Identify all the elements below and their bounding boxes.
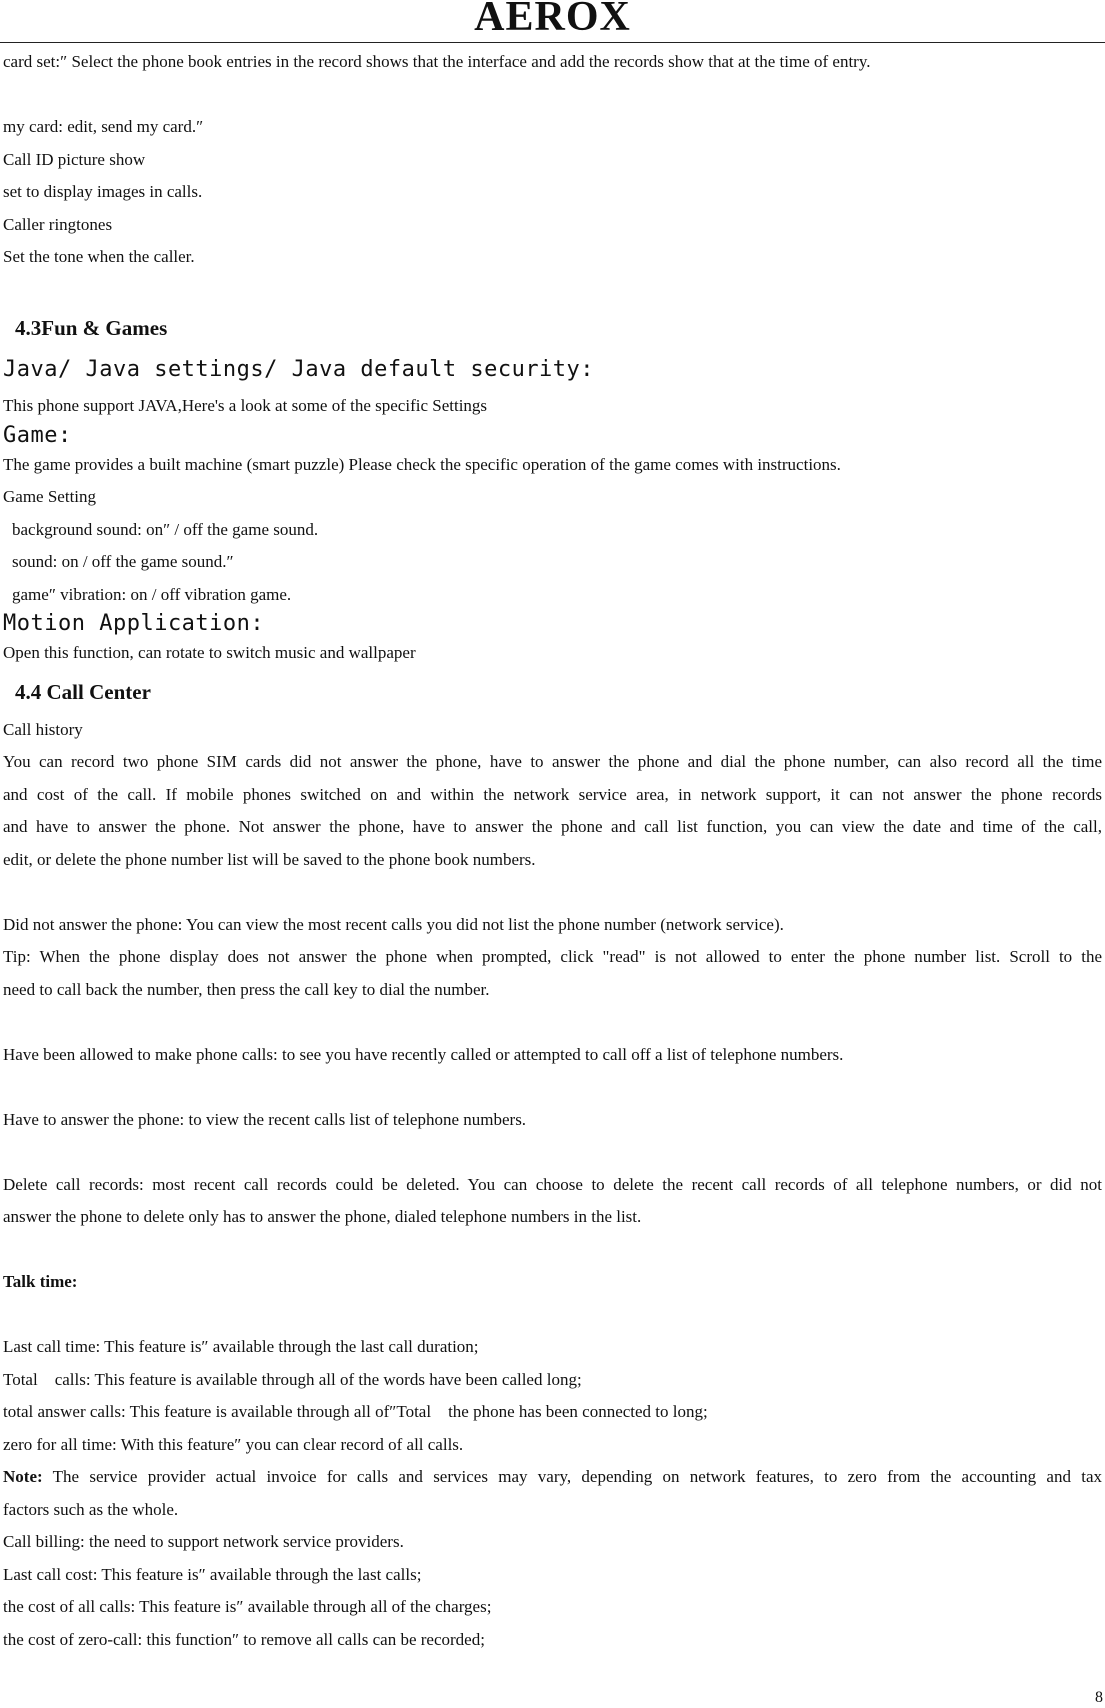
spacer — [3, 1299, 1102, 1332]
text-line: the cost of all calls: This feature is″ available through all of the charges; — [3, 1597, 492, 1616]
text-line: Have been allowed to make phone calls: to see you have recently called or attempted to call off a list of telephone numbers. — [3, 1044, 844, 1064]
note-label: Note: — [3, 1467, 43, 1486]
paragraph-line: You can record two phone SIM cards did not answer the phone, have to answer the phone and dial the phone number, can also record all the time — [3, 752, 1102, 771]
text-line: This phone support JAVA,Here's a look at some of the specific Settings — [3, 396, 488, 415]
section-heading-call-center: 4.4 Call Center — [15, 679, 151, 704]
note-line: factors such as the whole. — [3, 1499, 179, 1519]
spacer — [3, 1234, 1102, 1267]
text-line: Did not answer the phone: You can view the most recent calls you did not list the phone number (network service). — [3, 914, 784, 934]
subheading-motion-application: Motion Application: — [3, 611, 265, 636]
document-body — [3, 46, 1102, 1656]
spacer — [3, 79, 1102, 112]
text-line: The game provides a built machine (smart puzzle) Please check the specific operation of the game comes with instructions. — [3, 454, 841, 474]
text-line: Have to answer the phone: to view the recent calls list of telephone numbers. — [3, 1109, 527, 1129]
paragraph-line: Tip: When the phone display does not answer the phone when prompted, click "read" is not allowed to enter the phone number list. Scroll to the — [3, 947, 1102, 966]
text-line: zero for all time: With this feature″ you can clear record of all calls. — [3, 1434, 464, 1454]
text-line: Call billing: the need to support network service providers. — [3, 1532, 404, 1551]
spacer — [3, 1006, 1102, 1039]
section-heading-fun-games: 4.3Fun & Games — [15, 316, 168, 340]
text-line: my card: edit, send my card.″ — [3, 117, 204, 136]
paragraph-line: answer the phone to delete only has to answer the phone, dialed telephone numbers in the list. — [3, 1207, 642, 1226]
text-line: Open this function, can rotate to switch music and wallpaper — [3, 643, 416, 662]
text-line: Call history — [3, 719, 83, 739]
paragraph-line: Delete call records: most recent call records could be deleted. You can choose to delete the recent call records of all telephone numbers, or did not — [3, 1174, 1102, 1194]
text-line: Last call cost: This feature is″ available through the last calls; — [3, 1564, 422, 1584]
header-divider — [0, 42, 1105, 43]
talk-time-heading: Talk time: — [3, 1272, 78, 1291]
paragraph-line: and have to answer the phone. Not answer the phone, have to answer the phone and call list function, you can view the date and time of the call, — [3, 817, 1102, 836]
subheading-game: Game: — [3, 422, 72, 448]
subheading-java: Java/ Java settings/ Java default security: — [3, 357, 595, 382]
text-line: Caller ringtones — [3, 214, 113, 234]
text-line: sound: on / off the game sound.″ — [12, 552, 234, 571]
page-number: 8 — [1095, 1689, 1103, 1706]
spacer — [3, 876, 1102, 909]
note-text: The service provider actual invoice for calls and services may vary, depending on network features, to zero from the accounting and tax — [42, 1467, 1102, 1486]
spacer — [3, 274, 1102, 307]
text-line: game″ vibration: on / off vibration game. — [12, 584, 292, 604]
text-line: card set:″ Select the phone book entries in the record shows that the interface and add the records show that at the time of entry. — [3, 52, 871, 71]
spacer — [3, 1136, 1102, 1169]
text-line: Total calls: This feature is available through all of the words have been called long; — [3, 1369, 582, 1389]
text-line: total answer calls: This feature is available through all of″Total the phone has been connected to long; — [3, 1402, 708, 1421]
document-header-title: AEROX — [474, 0, 631, 40]
note-line — [3, 1461, 1102, 1494]
text-line: background sound: on″ / off the game sound. — [12, 519, 319, 539]
text-line: Call ID picture show — [3, 149, 146, 169]
paragraph-line: edit, or delete the phone number list will be saved to the phone book numbers. — [3, 849, 536, 869]
text-line: the cost of zero-call: this function″ to remove all calls can be recorded; — [3, 1629, 485, 1649]
text-line: Game Setting — [3, 487, 97, 506]
text-line: set to display images in calls. — [3, 182, 203, 201]
spacer — [3, 1071, 1102, 1104]
paragraph-line: need to call back the number, then press the call key to dial the number. — [3, 979, 490, 999]
text-line: Set the tone when the caller. — [3, 247, 195, 266]
paragraph-line: and cost of the call. If mobile phones switched on and within the network service area, in network support, it can not answer the phone records — [3, 784, 1102, 804]
text-line: Last call time: This feature is″ available through the last call duration; — [3, 1337, 479, 1356]
